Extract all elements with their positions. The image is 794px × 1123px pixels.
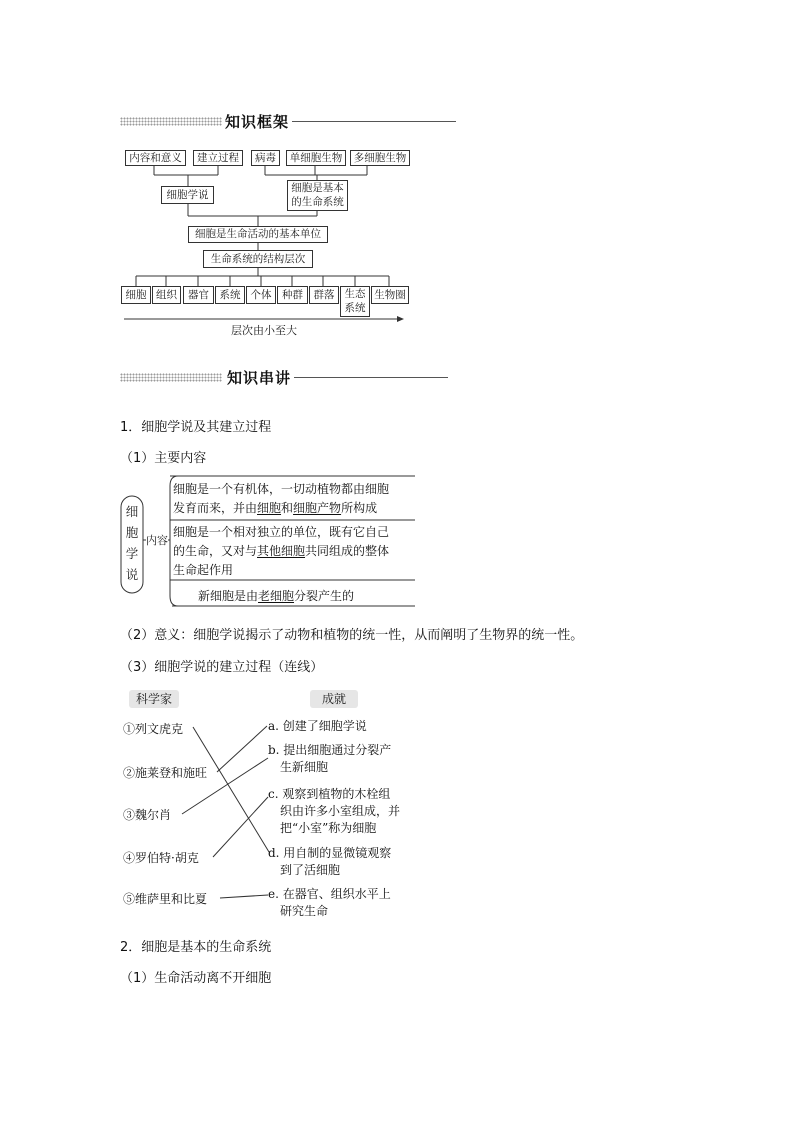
underlined-term: 其他细胞 <box>257 544 306 558</box>
level-biosphere: 生物圈 <box>371 286 409 304</box>
box-line-2: 的生命系统 <box>291 196 344 208</box>
achievement-header: 成就 <box>310 690 358 708</box>
text: 和 <box>281 501 294 515</box>
section-title: 知识框架 <box>225 113 290 131</box>
box-unicellular: 单细胞生物 <box>286 150 346 166</box>
line: b. 提出细胞通过分裂产 <box>268 743 392 757</box>
text: 的生命，又对与 <box>173 544 258 558</box>
achievement-c <box>268 786 400 837</box>
level-organ: 器官 <box>183 286 214 304</box>
text: 所构成 <box>341 501 378 515</box>
section-2-sub-1: （1）生命活动离不开细胞 <box>120 971 272 986</box>
box-cell-theory: 细胞学说 <box>161 186 214 204</box>
achievement-e <box>268 886 391 920</box>
box-virus: 病毒 <box>251 150 280 166</box>
label-char: 细 <box>125 504 139 519</box>
line: 到了活细胞 <box>280 863 341 877</box>
achievement-a: a. 创建了细胞学说 <box>268 719 367 733</box>
line: 把“小室”称为细胞 <box>280 821 377 835</box>
section-1-sub-2: （2）意义：细胞学说揭示了动物和植物的统一性，从而阐明了生物界的统一性。 <box>120 628 584 643</box>
label-char: 胞 <box>125 525 139 540</box>
scientist-header: 科学家 <box>129 690 179 708</box>
line: d. 用自制的显微镜观察 <box>268 846 392 860</box>
section-title: 知识串讲 <box>227 369 292 387</box>
box-content-meaning: 内容和意义 <box>125 150 186 166</box>
line: e. 在器官、组织水平上 <box>268 887 391 901</box>
point-2-line-1: 细胞是一个相对独立的单位，既有它自己 <box>173 525 390 539</box>
section-1-title: 1．细胞学说及其建立过程 <box>120 420 272 435</box>
underlined-term: 老细胞 <box>258 589 295 603</box>
box-basic-unit: 细胞是生命活动的基本单位 <box>188 226 328 243</box>
text: 发育而来，并由 <box>173 501 258 515</box>
scientist-5: ⑤维萨里和比夏 <box>123 892 208 906</box>
box-structure-levels: 生命系统的结构层次 <box>203 250 313 268</box>
line: 织由许多小室组成，并 <box>280 804 401 818</box>
section-1-sub-1: （1）主要内容 <box>120 451 207 466</box>
section-1-sub-3: （3）细胞学说的建立过程（连线） <box>120 660 324 675</box>
content-label: 内容 <box>146 534 168 547</box>
box-line-1: 细胞是基本 <box>291 182 344 194</box>
scientist-4: ④罗伯特·胡克 <box>123 851 199 865</box>
box-multicellular: 多细胞生物 <box>350 150 410 166</box>
label-char: 说 <box>125 567 139 582</box>
achievement-b <box>268 742 391 776</box>
label-char: 学 <box>125 546 139 561</box>
level-line-1: 生态 <box>344 288 366 300</box>
scientist-1: ①列文虎克 <box>123 722 184 736</box>
scientist-3: ③魏尔肖 <box>123 808 172 822</box>
underlined-term: 细胞产物 <box>293 501 342 515</box>
level-cell: 细胞 <box>121 286 151 304</box>
level-community: 群落 <box>309 286 339 304</box>
point-1-line-1: 细胞是一个有机体，一切动植物都由细胞 <box>173 482 390 496</box>
level-tissue: 组织 <box>152 286 181 304</box>
underlined-term: 细胞 <box>257 501 282 515</box>
point-2-line-3: 生命起作用 <box>173 563 234 577</box>
section-2-title: 2．细胞是基本的生命系统 <box>120 940 272 955</box>
level-population: 种群 <box>277 286 308 304</box>
arrow-label: 层次由小至大 <box>231 324 297 337</box>
level-individual: 个体 <box>246 286 276 304</box>
level-line-2: 系统 <box>344 302 366 314</box>
box-establishment: 建立过程 <box>193 150 243 166</box>
line: 研究生命 <box>280 904 329 918</box>
text: 分裂产生的 <box>294 589 355 603</box>
text: 共同组成的整体 <box>305 544 390 558</box>
achievement-d <box>268 845 391 879</box>
text: 新细胞是由 <box>198 589 259 603</box>
line: 生新细胞 <box>280 760 329 774</box>
scientist-2: ②施莱登和施旺 <box>123 766 208 780</box>
level-system: 系统 <box>215 286 245 304</box>
line: c. 观察到植物的木栓组 <box>268 787 391 801</box>
